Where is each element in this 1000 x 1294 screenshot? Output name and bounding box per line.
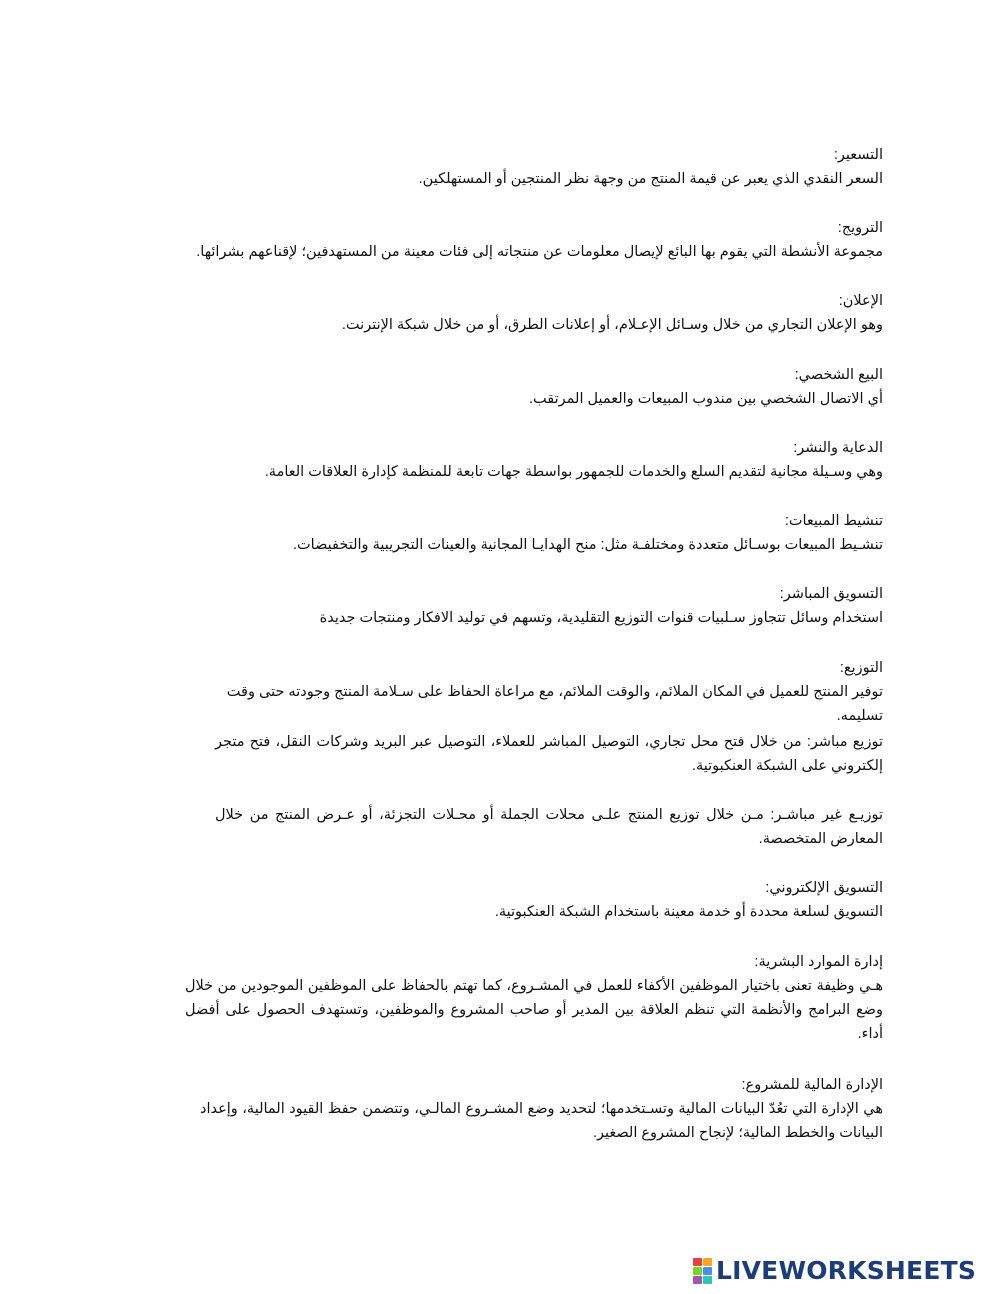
liveworksheets-logo[interactable] (693, 1255, 976, 1287)
section-definition: استخدام وسائل تتجاوز سـلبيات قنوات التوزيع التقليدية، وتسهم في توليد الافكار ومنتجات جديدة (319, 610, 883, 626)
section-term: التسويق المباشر: (779, 586, 883, 602)
section-term: البيع الشخصي: (794, 367, 883, 383)
section-definition: التسويق لسلعة محددة أو خدمة معينة باستخدام الشبكة العنكبوتية. (494, 904, 883, 920)
section-definition: هي الإدارة التي تعُدّ البيانات المالية وتسـتخدمها؛ لتحديد وضع المشـروع المالـي، وتتضمن حفظ القيود المالية، وإعداد البيانات والخطط المالية؛ لإنجاح المشروع الصغير. (200, 1101, 883, 1141)
section-indirect-distribution (215, 803, 883, 851)
section-term: التسعير: (833, 147, 883, 163)
section-direct-marketing (203, 582, 883, 630)
section-distribution (183, 656, 883, 728)
section-definition: توزيـع غير مباشـر: مـن خلال توزيع المنتج علـى محلات الجملة أو محـلات التجزئة، أو عـرض المنتج من خلال المعارض المتخصصة. (215, 807, 883, 847)
section-term: الإعلان: (838, 293, 883, 309)
section-term: الترويج: (837, 220, 883, 236)
section-personal-selling (203, 363, 883, 411)
section-term: التوزيع: (839, 660, 883, 676)
logo-mark-icon (693, 1258, 713, 1284)
logo-block (703, 1258, 712, 1266)
section-definition: هـي وظيفة تعنى باختيار الموظفين الأكفاء للعمل في المشـروع، كما تهتم بالحفاظ على الموظفين الموجودين من خلال وضع البرامج والأنظمة التي تنظم العلاقة بين المدير أو صاحب المشروع والموظفين، وتستهدف الحصول على أفضل أداء. (185, 978, 883, 1042)
logo-text: LIVEWORKSHEETS (716, 1256, 977, 1285)
section-term: الإدارة المالية للمشروع: (741, 1077, 883, 1093)
section-term: الدعاية والنشر: (793, 440, 883, 456)
section-definition: وهي وسـيلة مجانية لتقديم السلع والخدمات للجمهور بواسطة جهات تابعة للمنظمة كإدارة العلاقات العامة. (264, 464, 883, 480)
section-financial-management (200, 1073, 883, 1145)
section-definition: مجموعة الأنشطة التي يقوم بها البائع لإيصال معلومات عن منتجاته إلى فئات معينة من المستهدفين؛ لإقناعهم بشرائها. (196, 244, 883, 260)
section-term: إدارة الموارد البشرية: (754, 954, 883, 970)
section-direct-distribution (215, 730, 883, 778)
logo-block (703, 1267, 712, 1275)
logo-block (693, 1267, 702, 1275)
section-human-resources (185, 950, 883, 1046)
section-definition: توزيع مباشر: من خلال فتح محل تجاري، التوصيل المباشر للعملاء، التوصيل عبر البريد وشركات النقل، فتح متجر إلكتروني على الشبكة العنكبوتية. (215, 734, 883, 774)
logo-block (703, 1276, 712, 1284)
section-definition: وهو الإعلان التجاري من خلال وسـائل الإعـلام، أو إعلانات الطرق، أو من خلال شبكة الإنترنت. (341, 317, 883, 333)
section-pricing (203, 143, 883, 191)
section-advertising (203, 289, 883, 337)
section-definition: توفير المنتج للعميل في المكان الملائم، والوقت الملائم، مع مراعاة الحفاظ على سـلامة المنتج وجودته حتى وقت تسليمه. (226, 684, 883, 724)
section-definition: تنشـيط المبيعات بوسـائل متعددة ومختلفـة مثل: منح الهدايـا المجانية والعينات التجريبية والتخفيضات. (292, 537, 883, 553)
section-definition: أي الاتصال الشخصي بين مندوب المبيعات والعميل المرتقب. (529, 391, 883, 407)
logo-block (693, 1258, 702, 1266)
section-e-marketing (203, 876, 883, 924)
section-promotion (183, 216, 883, 264)
section-term: التسويق الإلكتروني: (765, 880, 883, 896)
section-sales-promotion (203, 509, 883, 557)
section-publicity (203, 436, 883, 484)
section-definition: السعر النقدي الذي يعبر عن قيمة المنتج من وجهة نظر المنتجين أو المستهلكين. (418, 171, 883, 187)
logo-block (693, 1276, 702, 1284)
section-term: تنشيط المبيعات: (784, 513, 883, 529)
